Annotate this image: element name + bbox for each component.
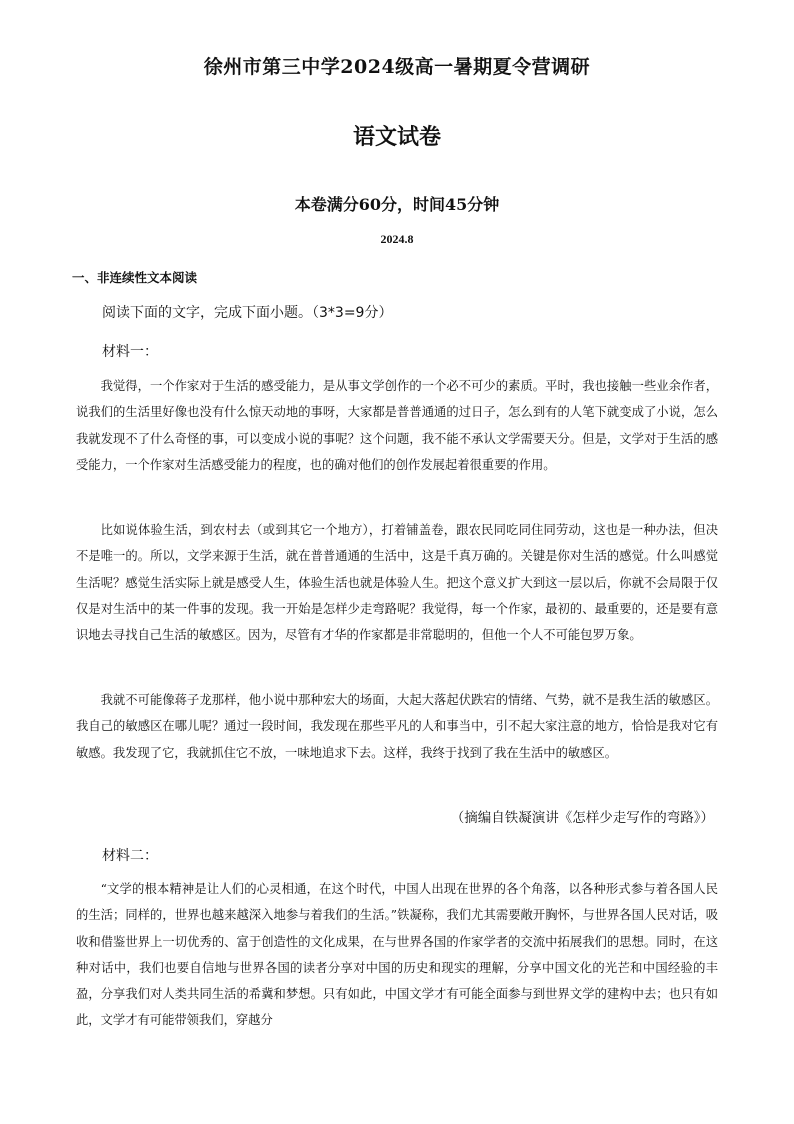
material1-paragraph-3: 我就不可能像蒋子龙那样，他小说中那种宏大的场面，大起大落起伏跌宕的情绪、气势，就不是我生活的敏感区。我自己的敏感区在哪儿呢？通过一段时间，我发现在那些平凡的人和事当中，引不起大家注意的地方，恰恰是我对它有敏感。我发现了它，我就抓住它不放，一味地追求下去。这样，我终于找到了我在生活中的敏感区。 bbox=[76, 693, 718, 760]
material2-label: 材料二： bbox=[102, 848, 158, 864]
material1-label: 材料一： bbox=[102, 344, 158, 360]
section-instruction: 阅读下面的文字，完成下面小题。（3*3=9分） bbox=[102, 305, 393, 321]
section-heading: 一、非连续性文本阅读 bbox=[72, 270, 198, 285]
material1-paragraph-2: 比如说体验生活，到农村去（或到其它一个地方），打着铺盖卷，跟农民同吃同住同劳动，这也是一种办法，但决不是唯一的。所以，文学来源于生活，就在普普通通的生活中，这是千真万确的。关键是你对生活的感觉。什么叫感觉生活呢？感觉生活实际上就是感受人生，体验生活也就是体验人生。把这个意义扩大到这一层以后，你就不会局限于仅仅是对生活中的某一件事的发现。我一开始是怎样少走弯路呢？我觉得，每一个作家，最初的、最重要的，还是要有意识地去寻找自己生活的敏感区。因为，尽管有才华的作家都是非常聪明的，但他一个人不可能包罗万象。 bbox=[76, 523, 718, 643]
material1-source: （摘编自铁凝演讲《怎样少走写作的弯路》） bbox=[450, 810, 714, 826]
exam-info: 本卷满分60分，时间45分钟 bbox=[294, 195, 500, 214]
exam-title: 徐州市第三中学2024级高一暑期夏令营调研 bbox=[203, 56, 591, 78]
subject-title: 语文试卷 bbox=[352, 124, 441, 150]
material1-paragraph-1: 我觉得，一个作家对于生活的感受能力，是从事文学创作的一个必不可少的素质。平时，我也接触一些业余作者，说我们的生活里好像也没有什么惊天动地的事呀，大家都是普普通通的过日子，怎么到有的人笔下就变成了小说，怎么我就发现不了什么奇怪的事，可以变成小说的事呢？这个问题，我不能不承认文学需要天分。但是，文学对于生活的感受能力，一个作家对生活感受能力的程度，也的确对他们的创作发展起着很重要的作用。 bbox=[76, 379, 718, 472]
material2-paragraph-1: “文学的根本精神是让人们的心灵相通，在这个时代，中国人出现在世界的各个角落，以各种形式参与着各国人民的生活；同样的，世界也越来越深入地参与着我们的生活。”铁凝称，我们尤其需要敞开胸怀，与世界各国人民对话，吸收和借鉴世界上一切优秀的、富于创造性的文化成果，在与世界各国的作家学者的交流中拓展我们的思想。同时，在这种对话中，我们也要自信地与世界各国的读者分享对中国的历史和现实的理解，分享中国文化的光芒和中国经验的丰盈，分享我们对人类共同生活的希冀和梦想。只有如此，中国文学才有可能全面参与到世界文学的建构中去；也只有如此，文学才有可能带领我们，穿越分 bbox=[76, 882, 718, 1028]
exam-date: 2024.8 bbox=[380, 232, 414, 246]
